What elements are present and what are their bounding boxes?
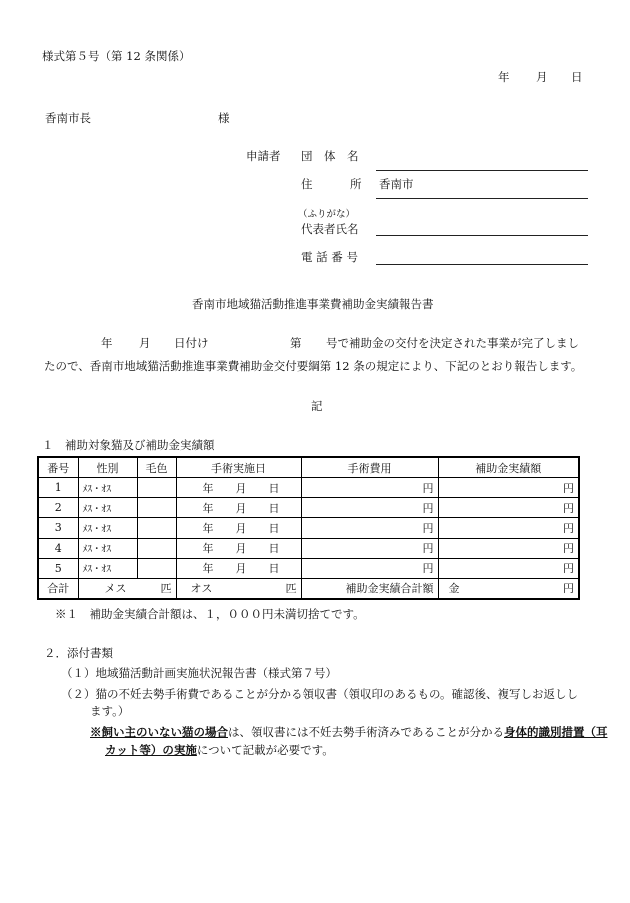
total-yen: 円 xyxy=(563,582,574,596)
ki-label: 記 xyxy=(311,399,323,413)
total-female-label: メス xyxy=(104,582,127,596)
note-end: について記載が必要です。 xyxy=(196,743,334,757)
table-header-row xyxy=(38,457,579,478)
header-cost: 手術費用 xyxy=(301,457,438,478)
representative-field[interactable] xyxy=(376,235,588,236)
header-number: 番号 xyxy=(38,457,78,478)
row-coat[interactable] xyxy=(137,498,176,518)
row-sex[interactable]: ﾒｽ・ｵｽ xyxy=(78,498,137,518)
row-grant[interactable]: 円 xyxy=(438,538,579,558)
row-cost[interactable]: 円 xyxy=(301,558,438,578)
attachment-item-2-line1: （２）猫の不妊去勢手術費であることが分かる領収書（領収印のあるもの。確認後、複写しお返しし xyxy=(61,687,579,701)
addressee: 香南市長 xyxy=(45,111,91,125)
attachment-note-line2 xyxy=(105,742,334,758)
row-grant[interactable]: 円 xyxy=(438,478,579,498)
total-male[interactable] xyxy=(176,578,301,599)
attachment-item-2-line2: ます。） xyxy=(90,704,130,718)
body-line2: たので、香南市地域猫活動推進事業費補助金交付要綱第 12 条の規定により、下記のとおり報告します。 xyxy=(44,359,583,373)
attachment-item-1: （１）地域猫活動計画実施状況報告書（様式第７号） xyxy=(61,666,337,680)
address-value: 香南市 xyxy=(379,177,414,191)
row-number: 2 xyxy=(38,498,78,518)
table-row xyxy=(38,478,579,498)
form-number: 様式第５号（第 12 条関係） xyxy=(42,49,191,63)
row-date[interactable] xyxy=(176,498,301,518)
header-coat: 毛色 xyxy=(137,457,176,478)
row-cost[interactable]: 円 xyxy=(301,498,438,518)
row-sex[interactable]: ﾒｽ・ｵｽ xyxy=(78,558,137,578)
month-unit: 月 xyxy=(235,521,247,535)
address-label-1: 住 xyxy=(301,177,313,191)
table-row xyxy=(38,518,579,538)
table-total-row xyxy=(38,578,579,599)
row-grant[interactable]: 円 xyxy=(438,518,579,538)
row-coat[interactable] xyxy=(137,478,176,498)
header-sex: 性別 xyxy=(78,457,137,478)
row-number: 3 xyxy=(38,518,78,538)
total-male-unit: 匹 xyxy=(285,582,297,596)
header-grant: 補助金実績額 xyxy=(438,457,579,478)
header-date: 手術実施日 xyxy=(176,457,301,478)
row-number: 1 xyxy=(38,478,78,498)
document-title: 香南市地域猫活動推進事業費補助金実績報告書 xyxy=(192,297,434,311)
total-kin: 金 xyxy=(448,582,460,596)
row-coat[interactable] xyxy=(137,518,176,538)
total-female-unit: 匹 xyxy=(160,582,172,596)
phone-label: 電 話 番 号 xyxy=(301,250,358,264)
table-row xyxy=(38,538,579,558)
applicant-label: 申請者 xyxy=(246,149,281,163)
year-unit: 年 xyxy=(202,481,214,495)
group-name-label: 団 体 名 xyxy=(301,149,359,163)
section1-note: ※１ 補助金実績合計額は、１，０００円未満切捨てです。 xyxy=(55,607,365,621)
table-row xyxy=(38,498,579,518)
body-date-suffix: 日付け xyxy=(174,336,209,350)
month-unit: 月 xyxy=(235,542,247,556)
representative-label: 代表者氏名 xyxy=(301,222,359,236)
section2-heading: ２．添付書類 xyxy=(44,646,113,660)
row-cost[interactable]: 円 xyxy=(301,518,438,538)
month-unit: 月 xyxy=(235,481,247,495)
total-grant-label: 補助金実績合計額 xyxy=(301,578,438,599)
year-unit: 年 xyxy=(202,562,214,576)
address-label-2: 所 xyxy=(350,177,362,191)
note-mid: は、領収書には不妊去勢手術済みであることが分かる xyxy=(228,725,504,739)
phone-field[interactable] xyxy=(376,264,588,265)
address-field[interactable] xyxy=(376,198,588,199)
day-unit: 日 xyxy=(268,562,280,576)
row-date[interactable] xyxy=(176,518,301,538)
year-unit: 年 xyxy=(202,501,214,515)
date-month-label: 月 xyxy=(536,70,548,84)
row-sex[interactable]: ﾒｽ・ｵｽ xyxy=(78,538,137,558)
row-date[interactable] xyxy=(176,558,301,578)
addressee-honorific: 様 xyxy=(218,111,230,125)
note-bold-3: カット等）の実施 xyxy=(105,743,197,757)
month-unit: 月 xyxy=(235,501,247,515)
row-date[interactable] xyxy=(176,478,301,498)
row-sex[interactable]: ﾒｽ・ｵｽ xyxy=(78,478,137,498)
day-unit: 日 xyxy=(268,501,280,515)
day-unit: 日 xyxy=(268,542,280,556)
row-coat[interactable] xyxy=(137,558,176,578)
body-line1-rest: 号で補助金の交付を決定された事業が完了しまし xyxy=(326,336,579,350)
month-unit: 月 xyxy=(235,562,247,576)
row-cost[interactable]: 円 xyxy=(301,538,438,558)
year-unit: 年 xyxy=(202,521,214,535)
body-year: 年 xyxy=(101,336,113,350)
note-bold-2: 身体的識別措置（耳 xyxy=(504,725,608,739)
table-row xyxy=(38,558,579,578)
body-number-prefix: 第 xyxy=(290,336,302,350)
row-number: 5 xyxy=(38,558,78,578)
row-sex[interactable]: ﾒｽ・ｵｽ xyxy=(78,518,137,538)
group-name-field[interactable] xyxy=(376,170,588,171)
row-number: 4 xyxy=(38,538,78,558)
furigana-label: （ふりがな） xyxy=(298,209,356,220)
total-label: 合計 xyxy=(38,578,78,599)
date-year-label: 年 xyxy=(498,70,510,84)
row-grant[interactable]: 円 xyxy=(438,558,579,578)
total-female[interactable] xyxy=(78,578,176,599)
results-table xyxy=(37,456,580,600)
row-cost[interactable]: 円 xyxy=(301,478,438,498)
row-coat[interactable] xyxy=(137,538,176,558)
date-day-label: 日 xyxy=(571,70,583,84)
note-bold-prefix: ※飼い主のいない猫の場合 xyxy=(90,725,228,739)
year-unit: 年 xyxy=(202,542,214,556)
day-unit: 日 xyxy=(268,481,280,495)
attachment-note-line1 xyxy=(90,724,608,740)
body-month: 月 xyxy=(139,336,151,350)
total-grant-amount[interactable] xyxy=(438,578,579,599)
row-date[interactable] xyxy=(176,538,301,558)
total-male-label: オス xyxy=(190,582,213,596)
row-grant[interactable]: 円 xyxy=(438,498,579,518)
day-unit: 日 xyxy=(268,521,280,535)
section1-heading: １ 補助対象猫及び補助金実績額 xyxy=(42,438,215,452)
